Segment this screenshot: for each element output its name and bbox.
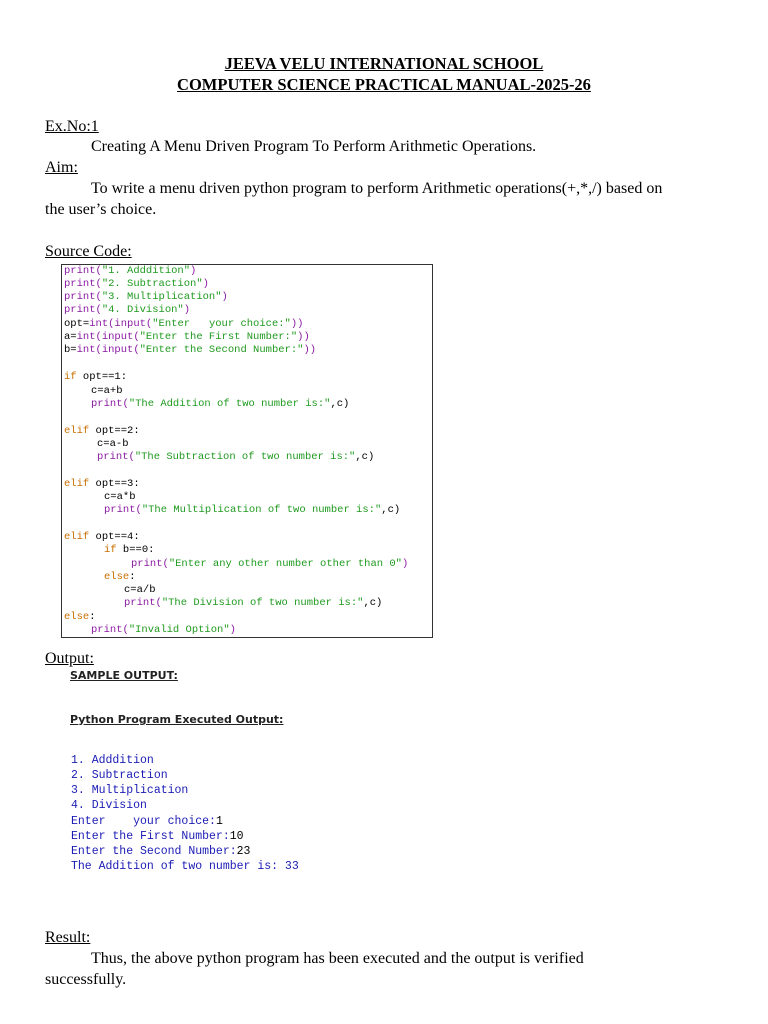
- source-code-label: Source Code:: [45, 243, 132, 260]
- code-line: print("3. Multiplication"): [64, 291, 228, 303]
- code-line: b=int(input("Enter the Second Number:")): [64, 344, 317, 356]
- output-line: [71, 844, 250, 859]
- code-line: print("The Multiplication of two number is:",c): [104, 504, 401, 516]
- aim-line-2: the user’s choice.: [45, 201, 157, 218]
- code-line: elif opt==3:: [64, 478, 140, 490]
- output-line: 2. Subtraction: [71, 769, 168, 782]
- code-line: elif opt==4:: [64, 531, 140, 543]
- prompt-text: Enter the First Number:: [71, 830, 230, 843]
- school-name: JEEVA VELU INTERNATIONAL SCHOOL: [224, 54, 544, 73]
- exercise-title: Creating A Menu Driven Program To Perform Arithmetic Operations.: [91, 138, 537, 155]
- aim-line-1: To write a menu driven python program to perform Arithmetic operations(+,*,/) based on: [91, 180, 663, 197]
- exercise-number: Ex.No:1: [45, 118, 99, 135]
- code-line: c=a/b: [124, 584, 156, 596]
- code-line: elif opt==2:: [64, 425, 140, 437]
- result-label: Result:: [45, 929, 91, 946]
- code-line: if opt==1:: [64, 371, 128, 383]
- aim-label: Aim:: [45, 159, 78, 176]
- output-line: The Addition of two number is: 33: [71, 860, 299, 873]
- output-text: 3. Multiplication: [71, 784, 189, 797]
- output-line: [71, 783, 188, 798]
- code-line: a=int(input("Enter the First Number:")): [64, 331, 310, 343]
- code-line: print("The Subtraction of two number is:",c): [97, 451, 375, 463]
- output-line: [71, 829, 244, 844]
- prompt-text: Enter your choice:: [71, 815, 216, 828]
- code-line: print("2. Subtraction"): [64, 278, 209, 290]
- code-line: c=a+b: [91, 385, 123, 397]
- sample-output-title: SAMPLE OUTPUT:: [70, 669, 178, 682]
- code-line: print("1. Adddition"): [64, 265, 197, 277]
- output-line: 1. Adddition: [71, 754, 154, 767]
- code-line: c=a-b: [97, 438, 129, 450]
- input-value: 10: [229, 830, 244, 843]
- prompt-text: Enter the Second Number:: [71, 845, 237, 858]
- output-line: [71, 814, 223, 829]
- code-line: else:: [64, 611, 96, 623]
- result-line-1: Thus, the above python program has been executed and the output is verified: [91, 950, 584, 967]
- result-line-2: successfully.: [45, 971, 127, 988]
- code-line: if b==0:: [104, 544, 155, 556]
- code-line: print("The Addition of two number is:",c): [91, 398, 350, 410]
- output-line: 4. Division: [71, 799, 147, 812]
- input-value: 23: [236, 845, 251, 858]
- code-line: print("Invalid Option"): [91, 624, 236, 636]
- output-label: Output:: [45, 650, 94, 667]
- input-value: 1: [215, 815, 223, 828]
- code-line: opt=int(input("Enter your choice:")): [64, 318, 304, 330]
- code-line: else:: [104, 571, 136, 583]
- code-line: print("4. Division"): [64, 304, 191, 316]
- code-line: print("Enter any other number other than 0"): [131, 558, 409, 570]
- code-line: c=a*b: [104, 491, 136, 503]
- executed-output-title: Python Program Executed Output:: [70, 713, 284, 726]
- manual-title: COMPUTER SCIENCE PRACTICAL MANUAL-2025-26: [177, 75, 591, 94]
- code-line: print("The Division of two number is:",c): [124, 597, 383, 609]
